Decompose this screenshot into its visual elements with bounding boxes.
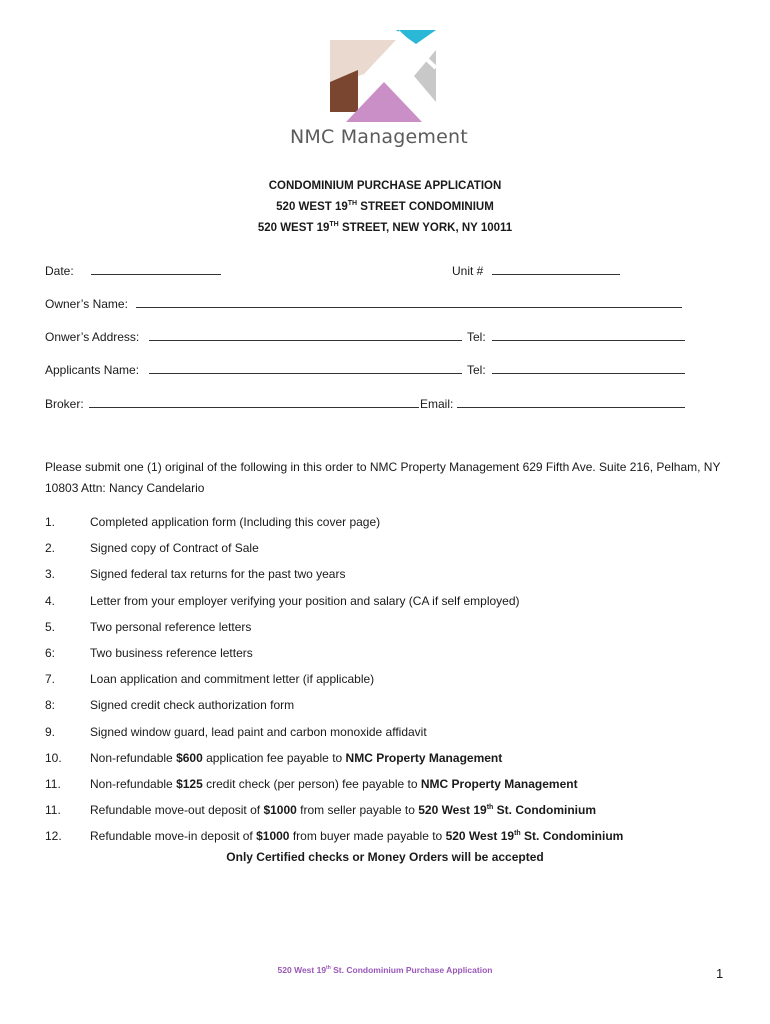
list-item	[45, 535, 745, 561]
list-item-text: Two personal reference letters	[90, 619, 252, 634]
list-item	[45, 640, 745, 666]
date-label: Date:	[45, 264, 74, 278]
list-item-text: Signed window guard, lead paint and carbon monoxide affidavit	[90, 724, 427, 739]
applicant-name-label: Applicants Name:	[45, 363, 140, 377]
applicant-tel-label: Tel:	[467, 363, 486, 377]
list-item	[45, 771, 745, 797]
page-number: 1	[716, 966, 724, 981]
company-logo	[290, 28, 480, 148]
unit-field	[452, 264, 483, 278]
applicant-name-input-line[interactable]	[149, 362, 462, 374]
list-item-text: Loan application and commitment letter (if applicable)	[90, 672, 375, 687]
list-item-number: 3.	[45, 567, 56, 582]
list-item-number: 9.	[45, 724, 56, 739]
list-item-number: 11.	[45, 803, 61, 818]
company-name: NMC Management	[290, 126, 468, 148]
list-item-text: Non-refundable $600 application fee payable to NMC Property Management	[90, 750, 503, 765]
applicant-tel-input-line[interactable]	[492, 362, 685, 374]
list-item-text: Two business reference letters	[90, 646, 253, 661]
list-item-number: 5.	[45, 619, 56, 634]
list-item-text: Signed federal tax returns for the past two years	[90, 567, 346, 582]
list-item	[45, 561, 745, 587]
owner-tel-field	[467, 330, 486, 344]
email-input-line[interactable]	[457, 396, 685, 408]
intro-paragraph: Please submit one (1) original of the following in this order to NMC Property Management 629 Fifth Ave. Suite 216, Pelham, NY 10803 Attn: Nancy Candelario	[45, 460, 721, 495]
owner-name-label: Owner’s Name:	[45, 297, 128, 311]
email-field	[420, 397, 453, 411]
list-item-number: 10.	[45, 750, 62, 765]
heading-building: 520 WEST 19TH STREET CONDOMINIUM	[276, 200, 494, 213]
email-label: Email:	[420, 397, 454, 411]
list-item	[45, 666, 745, 692]
page-footer: 520 West 19th St. Condominium Purchase Application	[277, 965, 493, 975]
document-heading	[0, 178, 770, 237]
owner-tel-label: Tel:	[467, 330, 486, 344]
list-item-text: Non-refundable $125 credit check (per person) fee payable to NMC Property Management	[90, 776, 578, 791]
list-item-text: Letter from your employer verifying your position and salary (CA if self employed)	[90, 593, 520, 608]
list-item-number: 1.	[45, 515, 56, 530]
list-item-text: Signed credit check authorization form	[90, 698, 295, 713]
list-item-text: Refundable move-out deposit of $1000 from seller payable to 520 West 19th St. Condominium	[90, 803, 596, 818]
logo-mark-icon	[328, 28, 440, 122]
list-item	[45, 823, 745, 849]
list-item	[45, 719, 745, 745]
owner-address-label: Onwer’s Address:	[45, 330, 140, 344]
owner-address-input-line[interactable]	[149, 329, 462, 341]
owner-name-input-line[interactable]	[136, 296, 682, 308]
heading-title: CONDOMINIUM PURCHASE APPLICATION	[268, 180, 502, 192]
unit-input-line[interactable]	[492, 263, 620, 275]
date-field	[45, 264, 74, 278]
list-item-number: 4.	[45, 593, 56, 608]
list-item-number: 6:	[45, 646, 56, 661]
broker-input-line[interactable]	[89, 396, 419, 408]
applicant-name-field	[45, 363, 139, 377]
list-item	[45, 797, 745, 823]
list-item-number: 11.	[45, 776, 61, 791]
list-item	[45, 692, 745, 718]
broker-label: Broker:	[45, 397, 84, 411]
list-item-text: Refundable move-in deposit of $1000 from buyer made payable to 520 West 19th St. Condominium	[90, 829, 624, 844]
list-item-number: 2.	[45, 541, 56, 556]
list-item	[45, 745, 745, 771]
list-item	[45, 614, 745, 640]
list-item	[45, 588, 745, 614]
requirements-list	[45, 509, 745, 849]
applicant-tel-field	[467, 363, 486, 377]
owner-address-field	[45, 330, 139, 344]
list-item-number: 12.	[45, 829, 62, 844]
list-item-number: 8:	[45, 698, 56, 713]
unit-label: Unit #	[452, 264, 484, 278]
heading-address: 520 WEST 19TH STREET, NEW YORK, NY 10011	[257, 220, 513, 234]
payment-notice: Only Certified checks or Money Orders will be accepted	[226, 850, 544, 864]
owner-name-field	[45, 297, 128, 311]
owner-tel-input-line[interactable]	[492, 329, 685, 341]
date-input-line[interactable]	[91, 263, 221, 275]
list-item-text: Signed copy of Contract of Sale	[90, 541, 259, 556]
broker-field	[45, 397, 84, 411]
list-item-number: 7.	[45, 672, 56, 687]
list-item-text: Completed application form (Including this cover page)	[90, 515, 381, 530]
list-item	[45, 509, 745, 535]
